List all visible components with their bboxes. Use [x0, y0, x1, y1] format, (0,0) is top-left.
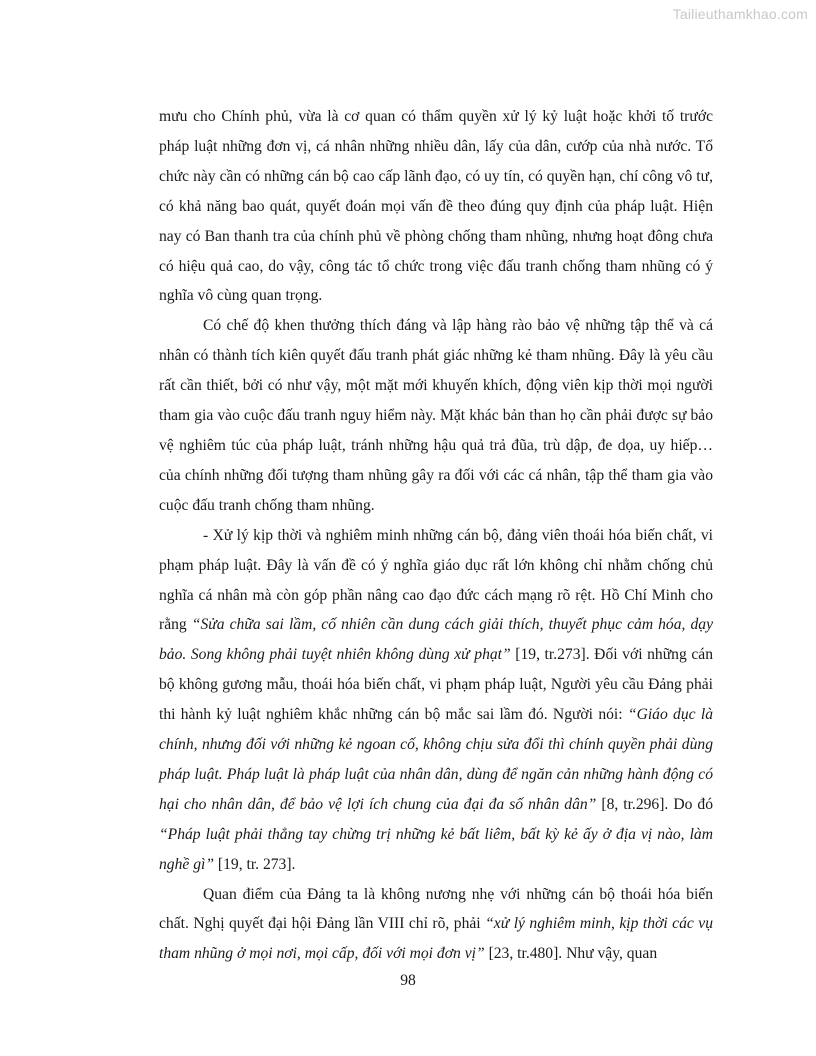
- paragraph: [159, 102, 713, 311]
- paragraph-text: [8, tr.296]. Do đó: [596, 795, 713, 813]
- paragraph-text: mưu cho Chính phủ, vừa là cơ quan có thẩm quyền xử lý kỷ luật hoặc khởi tố trước pháp luật những đơn vị, cá nhân những nhiều dân, lấy của dân, cướp của nhà nước. Tổ chức này cần có những cán bộ cao cấp lãnh đạo, có uy tín, có quyền hạn, chí công vô tư, có khả năng bao quát, quyết đoán mọi vấn đề theo đúng quy định của pháp luật. Hiện nay có Ban thanh tra của chính phủ về phòng chống tham nhũng, nhưng hoạt đông chưa có hiệu quả cao, do vậy, công tác tổ chức trong việc đấu tranh chống tham nhũng có ý nghĩa vô cùng quan trọng.: [159, 108, 713, 305]
- paragraph: [159, 880, 713, 970]
- paragraph: [159, 521, 713, 880]
- document-body: [159, 102, 713, 969]
- quote-text: “Pháp luật phải thẳng tay chừng trị những kẻ bất liêm, bất kỳ kẻ ấy ở địa vị nào, làm nghề gì”: [159, 825, 713, 873]
- paragraph: [159, 311, 713, 520]
- quote-text: “Sửa chữa sai lầm, cố nhiên cần dung cách giải thích, thuyết phục cảm hóa, dạy bảo. Song không phải tuyệt nhiên không dùng xử phạt”: [159, 616, 714, 664]
- paragraph-text: [23, tr.480]. Như vậy, quan: [484, 945, 658, 963]
- paragraph-text: [19, tr.273]. Đối với những cán bộ không gương mẫu, thoái hóa biến chất, vi phạm pháp luật, Người yêu cầu Đảng phải thi hành kỷ luật nghiêm khắc những cán bộ mắc sai lầm đó. Người nói:: [159, 646, 713, 724]
- quote-text: “xử lý nghiêm minh, kịp thời các vụ tham nhũng ở mọi nơi, mọi cấp, đối với mọi đơn vị”: [159, 915, 714, 963]
- paragraph-text: Có chế độ khen thưởng thích đáng và lập hàng rào bảo vệ những tập thể và cá nhân có thành tích kiên quyết đấu tranh phát giác những kẻ tham nhũng. Đây là yêu cầu rất cần thiết, bởi có như vậy, một mặt mới khuyến khích, động viên kịp thời mọi người tham gia vào cuộc đấu tranh nguy hiểm này. Mặt khác bản than họ cần phải được sự bảo vệ nghiêm túc của pháp luật, tránh những hậu quả trả đũa, trù dập, đe dọa, uy hiếp… của chính những đối tượng tham nhũng gây ra đối với các cá nhân, tập thể tham gia vào cuộc đấu tranh chống tham nhũng.: [159, 317, 713, 514]
- watermark-text: Tailieuthamkhao.com: [672, 6, 808, 22]
- paragraph-text: - Xử lý kịp thời và nghiêm minh những cán bộ, đảng viên thoái hóa biến chất, vi phạm pháp luật. Đây là vấn đề có ý nghĩa giáo dục rất lớn không chỉ nhằm chống chủ nghĩa cá nhân mà còn góp phần nâng cao đạo đức cách mạng rõ rệt. Hồ Chí Minh cho rằng: [159, 526, 713, 634]
- paragraph-text: [19, tr. 273].: [214, 855, 296, 873]
- quote-text: “Giáo dục là chính, nhưng đối với những kẻ ngoan cố, không chịu sửa đổi thì chính quyền phải dùng pháp luật. Pháp luật là pháp luật của nhân dân, dùng để ngăn cản những hành động có hại cho nhân dân, để bảo vệ lợi ích chung của đại đa số nhân dân”: [159, 706, 713, 813]
- paragraph-text: Quan điểm của Đảng ta là không nương nhẹ với những cán bộ thoái hóa biến chất. Nghị quyết đại hội Đảng lần VIII chỉ rõ, phải: [159, 885, 713, 933]
- page-number: 98: [400, 972, 416, 989]
